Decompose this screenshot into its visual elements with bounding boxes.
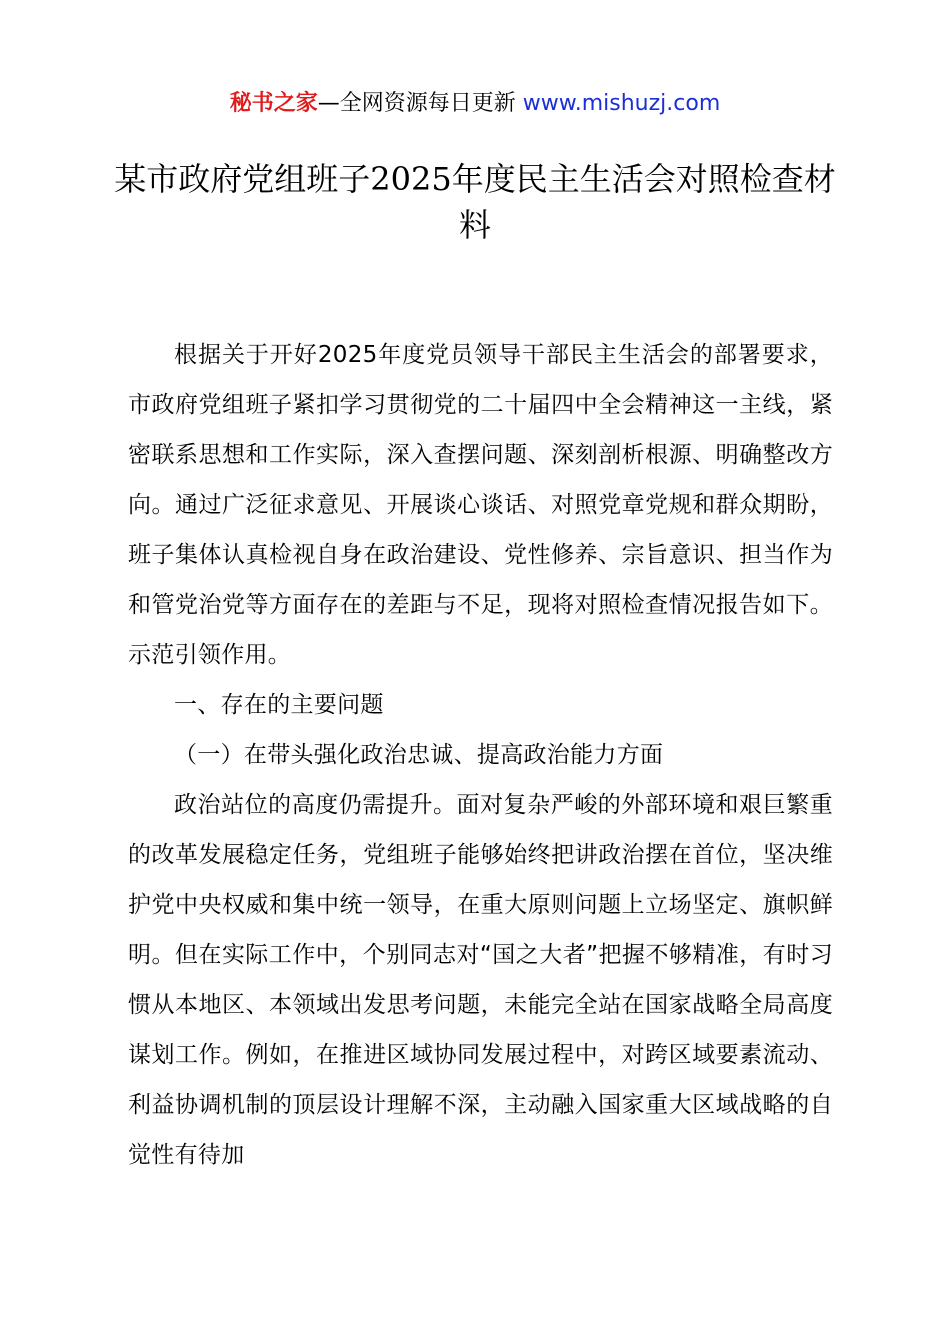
body-paragraph: 政治站位的高度仍需提升。面对复杂严峻的外部环境和艰巨繁重的改革发展稳定任务，党组班子能够始终把讲政治摆在首位，坚决维护党中央权威和集中统一领导，在重大原则问题上立场坚定、旗帜鲜明。但在实际工作中，个别同志对“国之大者”把握不够精准，有时习惯从本地区、本领域出发思考问题，未能完全站在国家战略全局高度谋划工作。例如，在推进区域协同发展过程中，对跨区域要素流动、利益协调机制的顶层设计理解不深，主动融入国家重大区域战略的自觉性有待加	[128, 792, 833, 1168]
site-header	[0, 86, 950, 122]
document-title: 某市政府党组班子2025年度民主生活会对照检查材料	[114, 160, 836, 244]
site-url-link[interactable]: www.mishuzj.com	[522, 91, 721, 116]
intro-paragraph: 根据关于开好2025年度党员领导干部民主生活会的部署要求，市政府党组班子紧扣学习贯彻党的二十届四中全会精神这一主线，紧密联系思想和工作实际，深入查摆问题、深刻剖析根源、明确整改方向。通过广泛征求意见、开展谈心谈话、对照党章党规和群众期盼，班子集体认真检视自身在政治建设、党性修养、宗旨意识、担当作为和管党治党等方面存在的差距与不足，现将对照检查情况报告如下。示范引领作用。	[128, 342, 833, 668]
document-body	[128, 330, 833, 1180]
header-tagline: —全网资源每日更新	[317, 91, 516, 116]
brand-name: 秘书之家	[229, 91, 318, 116]
section-heading: 一、存在的主要问题	[174, 692, 384, 718]
subsection-heading: （一）在带头强化政治忠诚、提高政治能力方面	[174, 742, 664, 768]
